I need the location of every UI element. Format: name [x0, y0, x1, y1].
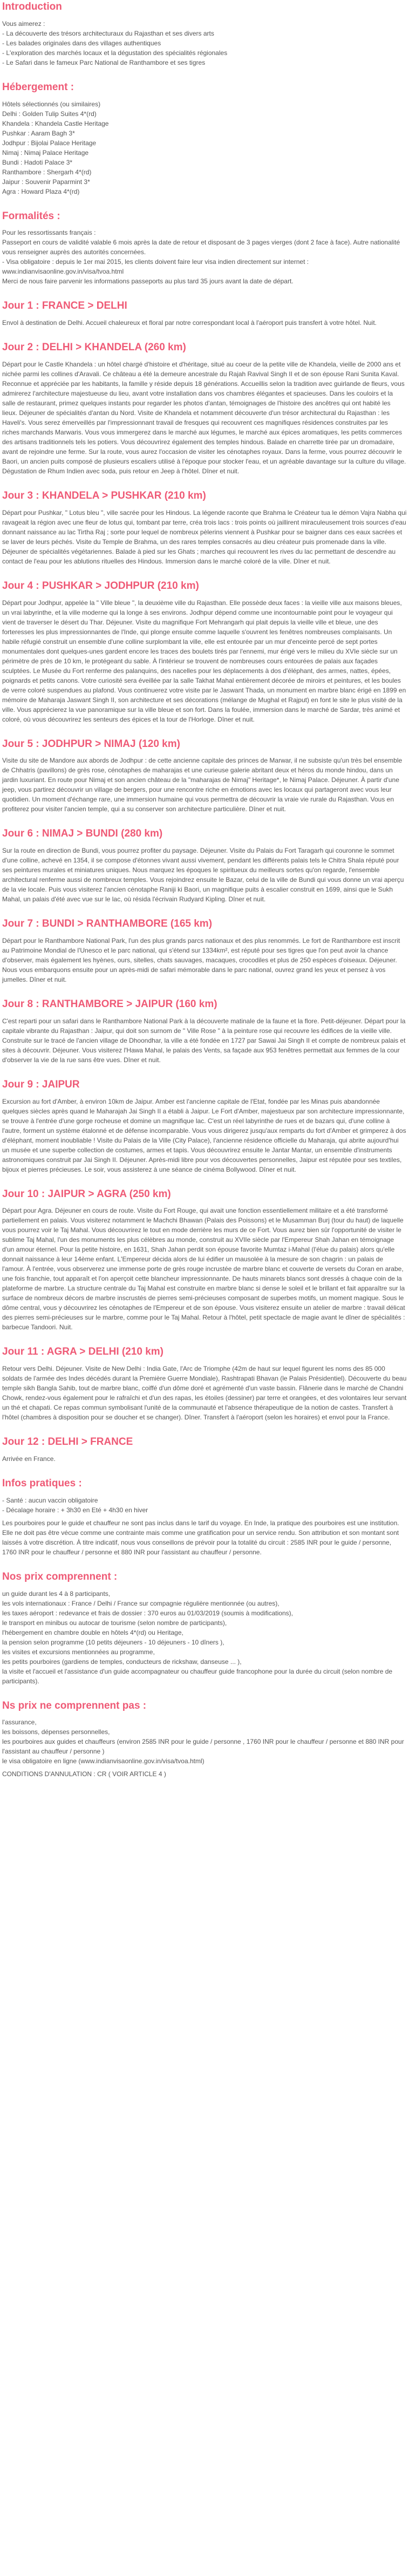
infos-body [2, 1496, 407, 1557]
day-1-section [2, 300, 407, 328]
excluded-line: les boissons, dépenses personnelles, [2, 1728, 110, 1736]
infos-line: - Santé : aucun vaccin obligatoire [2, 1496, 98, 1504]
prix-ne-comprend-heading: Ns prix ne comprennent pas : [2, 1700, 147, 1711]
day-text: Visite du site de Mandore aux abords de Jodhpur : de cette ancienne capitale des princes de Marwar, il ne subsiste qu'un très bel ensemble de Chhatris (pavillons) de grès rose, cénotaphes de maharajas et une curieuse galerie abritant deux et héros du monde hindou, dans un jardin luxuriant. En route pour Nimaj et son ancien château de la "maharajas de Nimaj" Heritage*, le Nimaj Palace. Déjeuner. À partir d'une jeep, vous partirez découvrir un village de bergers, pour une rencontre riche en émotions avec les locaux qui partageront avec vous leur quotidien. Un moment d'échange rare, une immersion humaine qui vous permettra de découvrir la vraie vie rurale du Rajasthan. Vous en profiterez pour visiter l'ancien temple, qui a su conserver son architecture particulière. Dîner et nuit. [2, 757, 403, 813]
day-heading: Jour 3 : KHANDELA > PUSHKAR (210 km) [2, 490, 206, 501]
formalites-section [2, 210, 407, 287]
hotel-line: Pushkar : Aaram Bagh 3* [2, 129, 75, 137]
day-text: Départ pour le Castle Khandela : un hôtel chargé d'histoire et d'héritage, situé au coeur de la petite ville de Khandela, vieille de 2000 ans et nichée parmi les collines d'Aravali. Ce château a été la demeure ancestrale du Rajah Ravival Singh II et de son épouse Rani Sunita Kaval. Reconnue et appréciée par les habitants, la famille y réside depuis 18 générations. Accueillis selon la tradition avec guirlande de fleurs, vous admirerez l'architecture majestueuse du lieu, avant votre installation dans vos chambres élégantes et spacieuses. Dans les couloirs et la salle de restaurant, primez quelques instants pour regarder les photos d'antan, témoignages de l'histoire des ancêtres qui ont habité les lieux. Déjeuner de spécialités d'antan du Nord. Visite de Khandela et notamment découverte d'un trésor architectural du Rajasthan : les Haveli's. Vous serez émerveillés par l'impressionnant travail de fresques qui recouvrent ces magnifiques résidences construites par les riches marchands Marwaris. Vous vous immergerez dans le marché aux légumes, le marché aux épices aromatiques, les petits commerces des artisans traditionnels tels les potiers. Vous découvrirez également des temples hindous. Balade en charrette tirée par un dromadaire, avant de rejoindre une ferme. Sur la route, vous aurez l'occasion de visiter les cénotaphes royaux. Dans la ferme, vous pourrez découvrir le Baori, un ancien puits composé de plusieurs escaliers utilisé à l'époque pour stocker l'eau, et un agréable davantage sur la culture du village. Dégustation de Rhum Indien avec soda, puis retour en Jeep à l'hôtel. Dîner et nuit. [2, 360, 406, 475]
excluded-line: les pourboires aux guides et chauffeurs (environ 2585 INR pour le guide / personne , 1760 INR pour le chauffeur / personne et 880 INR pour l'assistant au chauffeur / personne ) [2, 1738, 404, 1756]
day-heading: Jour 9 : JAIPUR [2, 1078, 80, 1090]
day-heading: Jour 1 : FRANCE > DELHI [2, 300, 127, 312]
day-text: Départ pour Jodhpur, appelée la " Ville bleue ", la deuxième ville du Rajasthan. Elle possède deux faces : la vieille ville aux maisons bleues, un vrai labyrinthe, et la ville moderne qui la longe à ses environs. Jodhpur dépend comme une incontournable point pour le voyageur qui vient de traverser le désert du Thar. Déjeuner. Visite du magnifique Fort Mehrangarh qui plait depuis la vieille ville et bleue, une des forteresses les plus impressionnantes de l'Inde, qui plonge ensuite comme laquelle s'ouvrent les fenêtres nombreuses complaisants. Un habile réfugié construit un ensemble d'une colline surplombant la ville, elle est entourée par un mur d'enceinte percé de sept portes monumentales dont quelques-unes gardent encore les traces des boulets tirés par l'ennemi, mur érigé vers le milieu du XVIe siècle sur un périmètre de près de 10 km, le protégeant du sable. À l'intérieur se trouvent de nombreuses cours entourées de palais aux façades sculptées. Le Musée du Fort renferme des palanquins, des nacelles pour les déplacements à dos d'éléphant, des armes, nattes, épées, poignards et petits canons. Votre curiosité sera éveillée par la salle Takhat Mahal entièrement décorée de miroirs et peintures, et les boules de verre coloré suspendues au plafond. Vous continuerez votre visite par le Jaswant Thada, un monument en marbre blanc érigé en 1899 en mémoire de Maharaja Jaswant Singh II, son architecture et ses décorations (mélange de Mughal et Rajput) en font le site le plus visité de la ville. Vous apprécierez la vue panoramique sur la ville bleue et son fort. Dans la foulée, immersion dans le marché de Sardar, très animé et coloré, où vous découvrirez les senteurs des épices et la tour de l'Horloge. Dîner et nuit. [2, 599, 406, 723]
day-text: Départ pour le Ranthambore National Park, l'un des plus grands parcs nationaux et des plus renommés. Le fort de Ranthambore est inscrit au Patrimoine Mondial de l'Unesco et le parc national, qui s'étend sur 1334km², est réputé pour ses tigres que l'on peut avoir la chance d'observer, mais également les hyènes, ours, sitelles, chats sauvages, macaques, crocodiles et plus de 250 espèces d'oiseaux. Déjeuner. Nous vous embarquons ensuite pour un après-midi de safari mémorable dans le parc national, ouvrez grand les yeux et pensez à vos jumelles. Dîner et nuit. [2, 936, 400, 983]
hebergement-body [2, 99, 407, 196]
day-heading: Jour 7 : BUNDI > RANTHAMBORE (165 km) [2, 918, 213, 930]
day-9-section [2, 1079, 407, 1174]
intro-line: - L'exploration des marchés locaux et la dégustation des spécialités régionales [2, 49, 228, 57]
hotel-line: Agra : Howard Plaza 4*(rd) [2, 187, 80, 195]
included-line: la visite et l'accueil et l'assistance d'un guide accompagnateur ou chauffeur guide francophone pour la durée du circuit (selon nombre de participants). [2, 1667, 393, 1685]
intro-line: - Le Safari dans le fameux Parc National de Ranthambore et ses tigres [2, 58, 206, 66]
prix-comprend-section [2, 1571, 407, 1686]
cancellation-conditions: CONDITIONS D'ANNULATION : CR ( VOIR ARTICLE 4 ) [2, 1770, 166, 1778]
prix-ne-comprend-section [2, 1700, 407, 1779]
hotel-line: Ranthambore : Shergarh 4*(rd) [2, 168, 92, 176]
formalites-line: Passeport en cours de validité valable 6 mois après la date de retour et disposant de 3 pages vierges (dont 2 face à face). Autre nationalité vous renseigner auprès des autorités concernées. [2, 239, 400, 256]
day-text: Envol à destination de Delhi. Accueil chaleureux et floral par notre correspondant local à l'aéroport puis transfert à votre hôtel. Nuit. [2, 319, 377, 327]
day-heading: Jour 11 : AGRA > DELHI (210 km) [2, 1346, 163, 1358]
day-text: Départ pour Agra. Déjeuner en cours de route. Visite du Fort Rouge, qui avait une fonction essentiellement militaire et a été transformé partiellement en palais. Vous visiterez notamment le Machchi Bhawan (Palais des Poissons) et le Musamman Burj (tour du haut) de laquelle vous pourrez voir le Taj Mahal. Vous découvrirez le tout en mode derrière les murs de ce Fort. Vous aurez bien sûr l'opportunité de visiter le sublime Taj Mahal, l'un des monuments les plus célèbres au monde, construit au XVIIe siècle par l'Empereur Shah Jahan en témoignage d'un amour éternel. Pour la petite histoire, en 1631, Shah Jahan perdit son épouse favorite Mumtaz i-Mahal (l'élue du palais) alors qu'elle donnait naissance à leur 14ème enfant. L'Empereur décida alors de lui édifier un mausolée à la mesure de son chagrin : un palais de l'amour. À l'entrée, vous observerez une immense porte de grès rouge incrustée de marbre blanc et couverte de versets du Coran en arabe, une fois franchie, tout apparaît et l'on aperçoit cette blancheur impressionnante. De hauts minarets blancs sont dressés à chaque coin de la plateforme de marbre. La structure centrale du Taj Mahal est construite en marbre blanc si dense le soleil et le brillant et fait apparaître sur la surface de nombreux décors de marbre inscrustés de pierres semi-précieuses composant de superbes motifs, un moment magique. Sous le dôme central, vous y découvrirez les cénotaphes de l'Empereur et de son épouse. Vous visiterez ensuite un atelier de marbre : travail délicat des pierres semi-précieuses sur le marbre, comme pour le Taj Mahal. Retour à l'hôtel, petit spectacle de magie avant le dîner de spécialités : barbecue Tandoori. Nuit. [2, 1207, 405, 1331]
day-3-section [2, 490, 407, 566]
infos-heading: Infos pratiques : [2, 1477, 82, 1489]
day-6-section [2, 828, 407, 904]
included-line: les taxes aéroport : redevance et frais de dossier : 370 euros au 01/03/2019 (soumis à modifications), [2, 1609, 293, 1617]
day-12-section [2, 1436, 407, 1464]
intro-line: Vous aimerez : [2, 19, 45, 28]
day-text: C'est reparti pour un safari dans le Ranthambore National Park à la découverte matinale de la faune et la flore. Petit-déjeuner. Départ pour la capitale vibrante du Rajasthan : Jaipur, qui doit son surnom de " Ville Rose " à la peinture rose qui recouvre les édifices de la vieille ville. Construite sur le tracé de l'ancien village de Dhoondhar, la ville a été fondée en 1727 par Sawai Jai Singh II et compte de nombreux palais et sites à découvrir. Déjeuner. Vous visiterez l'Hawa Mahal, le palais des Vents, sa façade aux 953 fenêtres permettait aux femmes de la cour d'observer la vie de la rue sans être vues. Dîner et nuit. [2, 1017, 406, 1064]
infos-section [2, 1478, 407, 1557]
included-line: les petits pourboires (gardiens de temples, conducteurs de rickshaw, danseuse ... ), [2, 1657, 242, 1666]
included-line: les visites et excursions mentionnées au programme, [2, 1648, 155, 1656]
excluded-line: le visa obligatoire en ligne (www.indianvisaonline.gov.in/visa/tvoa.html) [2, 1757, 204, 1765]
hotel-line: Nimaj : Nimaj Palace Heritage [2, 148, 89, 157]
intro-line: - La découverte des trésors architecturaux du Rajasthan et ses divers arts [2, 29, 214, 37]
day-heading: Jour 4 : PUSHKAR > JODHPUR (210 km) [2, 580, 199, 592]
included-line: un guide durant les 4 à 8 participants, [2, 1589, 111, 1598]
day-heading: Jour 8 : RANTHAMBORE > JAIPUR (160 km) [2, 998, 217, 1010]
day-text: Départ pour Pushkar, " Lotus bleu ", ville sacrée pour les Hindous. La légende raconte que Brahma le Créateur tua le démon Vajra Nabha qui ravageait la région avec une fleur de lotus qui, tombant par terre, créa trois lacs : trois points où jaillirent miraculeusement trois sources d'eau donnant naissance au lac Tirtha Raj ; sorte pour lequel de nombreux pèlerins viennent à Pushkar pour se baigner dans ces eaux sacrées et se laver de leurs péchés. Visite du Temple de Brahma, un des rares temples consacrés au dieu créateur puis promenade dans la ville. Déjeuner de spécialités végétariennes. Balade à pied sur les Ghats ; marches qui recouvrent les rives du lac permettant de descendre au contact de l'eau pour les ablutions rituelles des Hindous. Immersion dans le marché coloré de la ville. Dîner et nuit. [2, 508, 407, 565]
day-text: Excursion au fort d'Amber, à environ 10km de Jaipur. Amber est l'ancienne capitale de l'Etat, fondée par les Minas puis abandonnée quelques siècles après quand le Maharajah Jai Singh II a établi à Jaipur. Le Fort d'Amber, majestueux par son architecture impressionnante, se trouve à l'entrée d'une gorge rocheuse et domine un magnifique lac. C'est un réel labyrinthe de rues et de bazars qui, d'une colline à l'autre, forment un système étalonné et de défense incomparable. Vous vous dirigerez jusqu'aux remparts du fort d'Amber et grimperez à dos d'éléphant, moment inoubliable ! Visite du Palais de la Ville (City Palace), l'ancienne résidence officielle du Maharaja, qui abrite aujourd'hui un musée et une superbe collection de costumes, armes et tapis. Vous découvrirez ensuite le Jantar Mantar, un ensemble d'instruments astronomiques construit par Jai Singh II. Déjeuner. Après-midi libre pour vos découvertes personnelles, Jaipur est réputée pour ses textiles, bijoux et pierres précieuses. Le soir, vous assisterez à une séance de cinéma Bollywood. Dîner et nuit. [2, 1097, 406, 1173]
formalites-line: Merci de nous faire parvenir les informations passeports au plus tard 35 jours avant la date de départ. [2, 277, 294, 286]
hotel-line: Hôtels sélectionnés (ou similaires) [2, 100, 101, 108]
infos-line: - Décalage horaire : + 3h30 en Eté + 4h30 en hiver [2, 1506, 148, 1514]
formalites-heading: Formalités : [2, 210, 60, 222]
formalites-line: Pour les ressortissants français : [2, 229, 96, 237]
excluded-line: l'assurance, [2, 1718, 37, 1727]
day-4-section [2, 580, 407, 724]
day-11-section [2, 1346, 407, 1422]
day-heading: Jour 12 : DELHI > FRANCE [2, 1436, 133, 1448]
day-2-section [2, 342, 407, 476]
prix-comprend-heading: Nos prix comprennent : [2, 1571, 118, 1582]
included-line: le transport en minibus ou autocar de tourisme (selon nombre de participants), [2, 1619, 227, 1627]
day-5-section [2, 738, 407, 814]
included-line: les vols internationaux : France / Delhi / France sur compagnie régulière mentionnée (ou autres), [2, 1599, 280, 1607]
introduction-heading: Introduction [2, 1, 62, 12]
day-heading: Jour 10 : JAIPUR > AGRA (250 km) [2, 1188, 171, 1200]
day-text: Arrivée en France. [2, 1454, 56, 1463]
pourboires-text: Les pourboires pour le guide et chauffeur ne sont pas inclus dans le tarif du voyage. En Inde, la pratique des pourboires est une institution. Elle ne doit pas être vécue comme une contrainte mais comme une gratification pour un service rendu. Son attribution et son montant sont laissés à votre discrétion. À titre indicatif, nous vous conseillons de prévoir pour la totalité du circuit : 2585 INR pour le guide / personne, 1760 INR pour le chauffeur / personne et 880 INR pour l'assistant au chauffeur / personne. [2, 1519, 399, 1556]
day-text: Sur la route en direction de Bundi, vous pourrez profiter du paysage. Déjeuner. Visite du Palais du Fort Taragarh qui couronne le sommet d'une colline, achevé en 1354, il se compose d'étonnes vivant aussi vivement, pendant les différents palais tels le Chitra Shala réputé pour ses peintures murales et miniatures uniques. Nous marquez les époques le spiritueux du meilleurs sortes qu'on regarde, l'ensemble architectural renferme aussi de nombreux temples. Vous rejoindrez ensuite le Bazar, celui de la ville de Bundi qui vous donne un vrai aperçu de la vie locale. Puis vous visiterez l'ancien cénotaphe Raniji ki Baori, un magnifique puits à escalier construit en 1699, ainsi que le Sukh Mahal, un palais d'été avec vue sur le lac, où résida l'écrivain Rudyard Kipling. Dîner et nuit. [2, 847, 404, 903]
prix-comprend-body [2, 1589, 407, 1686]
hotel-line: Bundi : Hadoti Palace 3* [2, 158, 73, 166]
day-heading: Jour 6 : NIMAJ > BUNDI (280 km) [2, 828, 163, 840]
hebergement-heading: Hébergement : [2, 81, 74, 93]
introduction-section [2, 0, 407, 67]
intro-line: - Les balades originales dans des villages authentiques [2, 39, 161, 47]
day-8-section [2, 998, 407, 1065]
day-10-section [2, 1188, 407, 1333]
day-heading: Jour 2 : DELHI > KHANDELA (260 km) [2, 342, 186, 354]
introduction-body [2, 19, 407, 67]
hotel-line: Delhi : Golden Tulip Suites 4*(rd) [2, 110, 97, 118]
hotel-line: Jaipur : Souvenir Paparmint 3* [2, 178, 90, 186]
hebergement-section [2, 81, 407, 196]
day-7-section [2, 918, 407, 984]
formalites-line: - Visa obligatoire : depuis le 1er mai 2015, les clients doivent faire leur visa indien directement sur internet : www.indianvisaonline.gov.in/visa/tvoa.html [2, 258, 309, 276]
hotel-line: Khandela : Khandela Castle Heritage [2, 119, 109, 127]
included-line: la pension selon programme (10 petits déjeuners - 10 déjeuners - 10 dîners ), [2, 1638, 224, 1646]
day-heading: Jour 5 : JODHPUR > NIMAJ (120 km) [2, 738, 180, 750]
formalites-body [2, 228, 407, 286]
day-text: Retour vers Delhi. Déjeuner. Visite de New Delhi : India Gate, l'Arc de Triomphe (42m de haut sur lequel figurent les noms des 85 000 soldats de l'armée des Indes décédés durant la Première Guerre Mondiale), Rashtrapati Bhavan (le Palais Présidentiel). Découverte du beau temple sikh Bangla Sahib, tout de marbre blanc, coiffé d'un dôme doré et agrémenté d'un vaste bassin. Flânerie dans le marché de Chandni Chowk, rendez-vous également pour le rafraîchi et d'un des rapas, les étoiles (dessiner) par terre et orangées, et des volontaires leur servant un thé et chapati. Ce repas commun symbolisant l'unité de la communauté et l'absence thérapeutique de la notion de castes. Transfert à l'hôtel (chambres à disposition pour se doucher et se changer). Dîner. Transfert à l'aéroport (selon les horaires) et envol pour la France. [2, 1365, 407, 1422]
hotel-line: Jodhpur : Bijolai Palace Heritage [2, 139, 97, 147]
included-line: l'hébergement en chambre double en hôtels 4*(rd) ou Heritage, [2, 1628, 183, 1636]
prix-ne-comprend-body [2, 1717, 407, 1779]
